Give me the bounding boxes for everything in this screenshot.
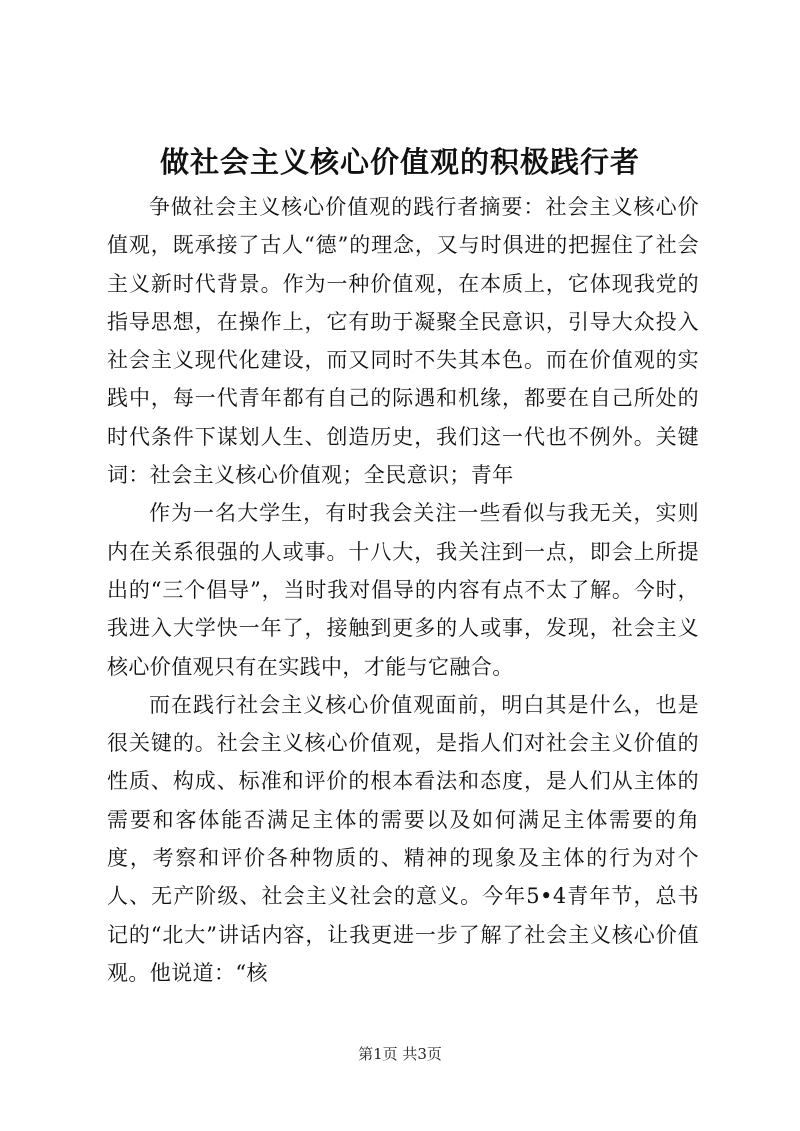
paragraph-definition: 而在践行社会主义核心价值观面前，明白其是什么，也是很关键的。社会主义核心价值观，是指人们对社会主义价值的性质、构成、标准和评价的根本看法和态度，是人们从主体的需要和客体能否满足主体的需要以及如何满足主体需要的角度，考察和评价各种物质的、精神的现象及主体的行为对个人、无产阶级、社会主义社会的意义。今年5•4青年节，总书记的“北大”讲话内容，让我更进一步了解了社会主义核心价值观。他说道：“核 — [107, 692, 699, 985]
paragraph-abstract: 争做社会主义核心价值观的践行者摘要：社会主义核心价值观，既承接了古人“德”的理念，又与时俱进的把握住了社会主义新时代背景。作为一种价值观，在本质上，它体现我党的指导思想，在操作上，它有助于凝聚全民意识，引导大众投入社会主义现代化建设，而又同时不失其本色。而在价值观的实践中，每一代青年都有自己的际遇和机缘，都要在自己所处的时代条件下谋划人生、创造历史，我们这一代也不例外。关键词：社会主义核心价值观；全民意识；青年 — [107, 195, 699, 488]
document-title: 做社会主义核心价值观的积极践行者 — [159, 145, 640, 179]
page-number-footer: 第1页 共3页 — [358, 1045, 442, 1063]
document-body — [107, 188, 699, 992]
paragraph-student: 作为一名大学生，有时我会关注一些看似与我无关，实则内在关系很强的人或事。十八大，我关注到一点，即会上所提出的“三个倡导”，当时我对倡导的内容有点不太了解。今时，我进入大学快一年了，接触到更多的人或事，发现，社会主义核心价值观只有在实践中，才能与它融合。 — [107, 501, 699, 679]
